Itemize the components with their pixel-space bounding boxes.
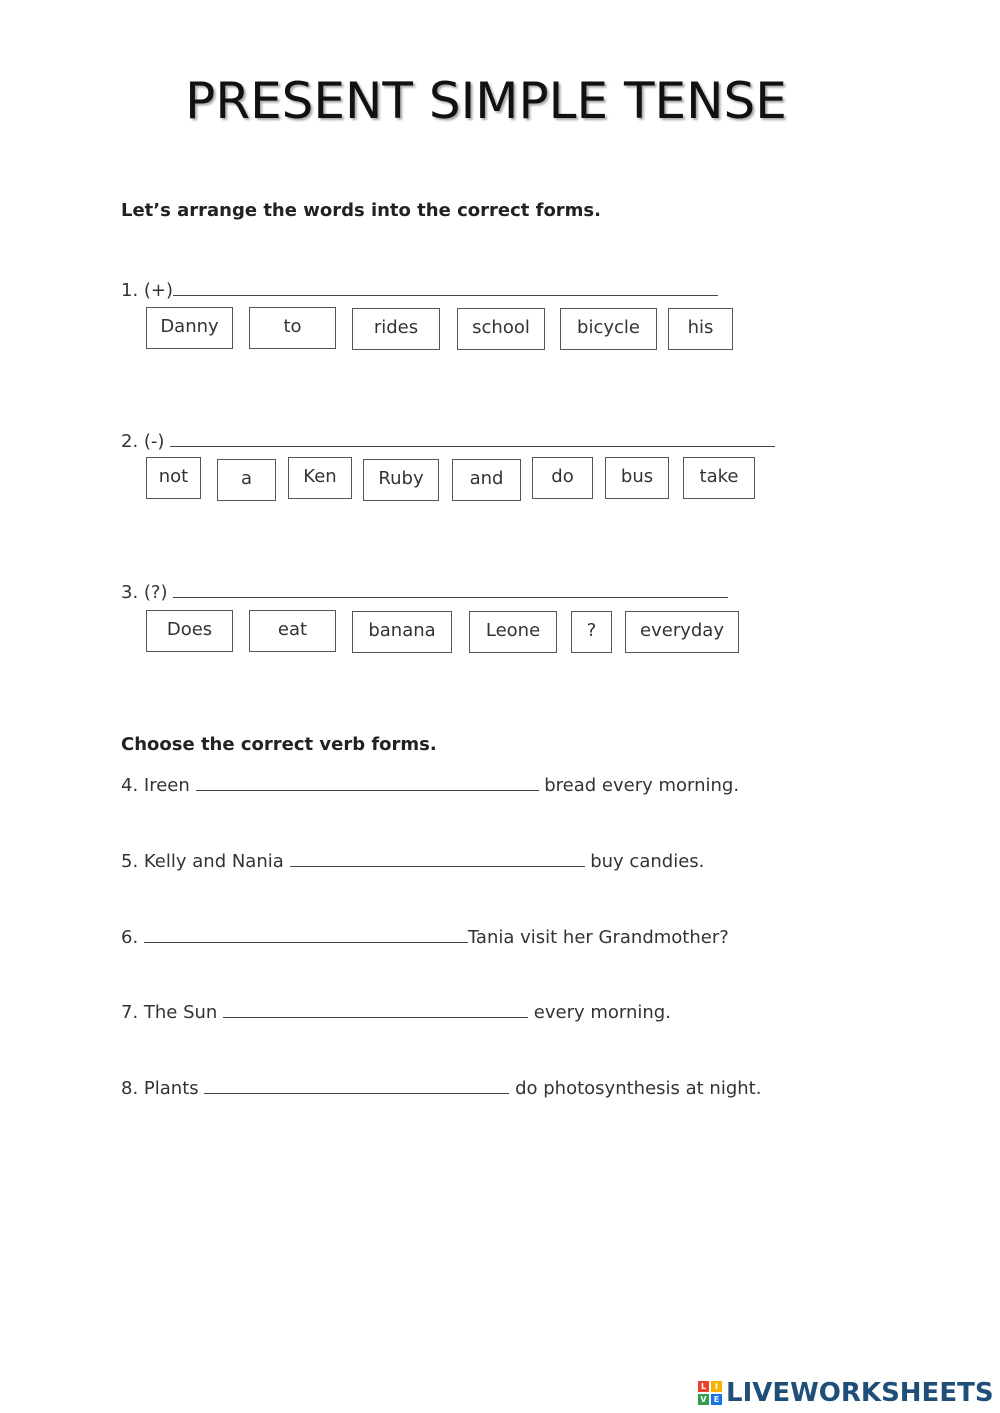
fill-blank-7[interactable]: [223, 999, 528, 1018]
fill-item-7-before: 7. The Sun: [121, 1002, 224, 1023]
fill-item-6-before: 6.: [121, 927, 144, 948]
word-tile[interactable]: school: [457, 308, 545, 350]
fill-blank-5[interactable]: [290, 848, 585, 867]
word-tile[interactable]: to: [249, 307, 336, 349]
fill-item-7: [121, 999, 671, 1023]
word-tile[interactable]: Leone: [469, 611, 557, 653]
logo-mark-cell: I: [711, 1381, 722, 1392]
word-tile[interactable]: not: [146, 457, 201, 499]
section2-instruction: Choose the correct verb forms.: [121, 734, 437, 755]
question-2-label: 2. (-): [121, 431, 171, 452]
fill-item-5-before: 5. Kelly and Nania: [121, 851, 290, 872]
fill-blank-8[interactable]: [204, 1075, 509, 1094]
word-tile[interactable]: ?: [571, 611, 612, 653]
logo-text: LIVEWORKSHEETS: [726, 1378, 994, 1408]
answer-blank-1[interactable]: [173, 277, 718, 296]
word-tile[interactable]: Danny: [146, 307, 233, 349]
fill-item-5-after: buy candies.: [584, 851, 705, 872]
word-tile[interactable]: everyday: [625, 611, 739, 653]
word-tile[interactable]: bus: [605, 457, 669, 499]
fill-item-5: [121, 848, 704, 872]
fill-item-4-after: bread every morning.: [538, 775, 740, 796]
question-3-label: 3. (?): [121, 582, 174, 603]
word-tile[interactable]: Does: [146, 610, 233, 652]
fill-item-4-before: 4. Ireen: [121, 775, 196, 796]
question-2: [121, 428, 775, 452]
logo-mark-icon: [698, 1381, 722, 1405]
word-tile[interactable]: do: [532, 457, 593, 499]
liveworksheets-logo: [698, 1377, 994, 1409]
page-title: PRESENT SIMPLE TENSE: [185, 72, 787, 130]
question-3: [121, 579, 728, 603]
word-tile[interactable]: take: [683, 457, 755, 499]
answer-blank-2[interactable]: [170, 428, 775, 447]
word-tile[interactable]: Ruby: [363, 459, 439, 501]
logo-mark-cell: V: [698, 1394, 709, 1405]
fill-blank-6[interactable]: [144, 924, 468, 943]
word-tile[interactable]: bicycle: [560, 308, 657, 350]
fill-item-8-before: 8. Plants: [121, 1078, 205, 1099]
word-tile[interactable]: eat: [249, 610, 336, 652]
answer-blank-3[interactable]: [173, 579, 728, 598]
word-tile[interactable]: a: [217, 459, 276, 501]
word-tile[interactable]: banana: [352, 611, 452, 653]
section1-instruction: Let’s arrange the words into the correct forms.: [121, 200, 601, 221]
word-tile[interactable]: and: [452, 459, 521, 501]
fill-blank-4[interactable]: [196, 772, 539, 791]
logo-mark-cell: L: [698, 1381, 709, 1392]
question-1-label: 1. (+): [121, 280, 174, 301]
fill-item-8-after: do photosynthesis at night.: [509, 1078, 762, 1099]
question-1: [121, 277, 718, 301]
fill-item-6-after: Tania visit her Grandmother?: [467, 927, 729, 948]
word-tile[interactable]: Ken: [288, 457, 352, 499]
word-tile[interactable]: rides: [352, 308, 440, 350]
fill-item-6: [121, 924, 729, 948]
fill-item-4: [121, 772, 739, 796]
fill-item-8: [121, 1075, 761, 1099]
word-tile[interactable]: his: [668, 308, 733, 350]
fill-item-7-after: every morning.: [528, 1002, 671, 1023]
logo-mark-cell: E: [711, 1394, 722, 1405]
